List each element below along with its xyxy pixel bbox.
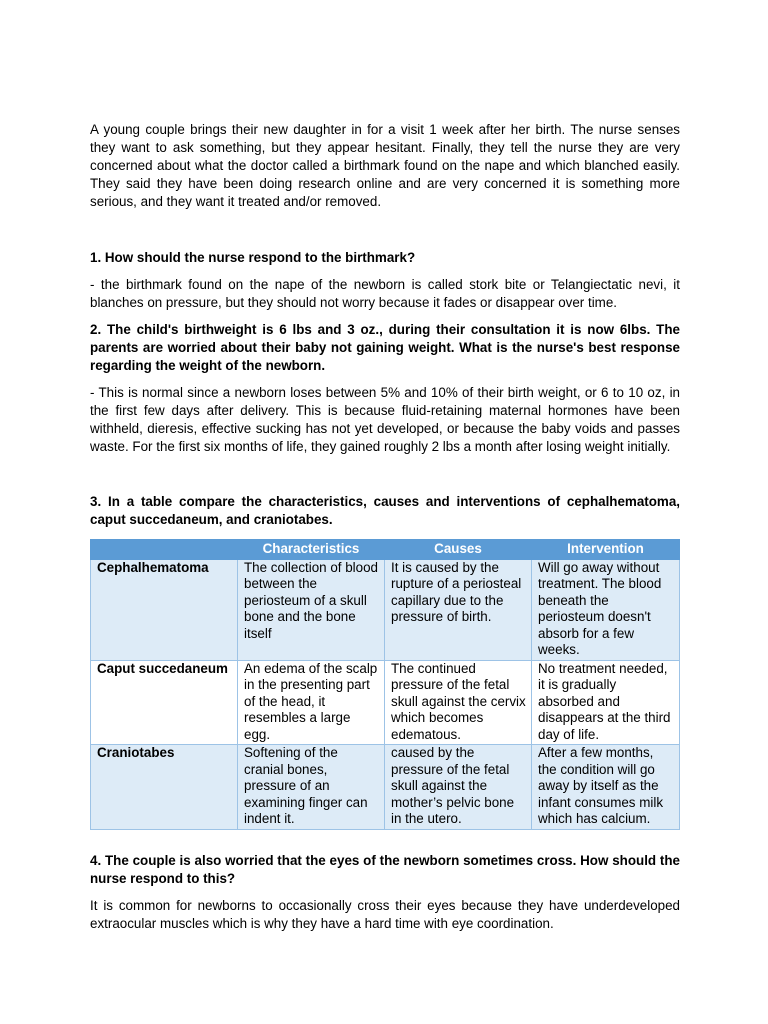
question-1: 1. How should the nurse respond to the birthmark? (90, 250, 416, 265)
row-label: Cephalhematoma (91, 559, 238, 660)
table-row (91, 559, 680, 660)
case-scenario: A young couple brings their new daughter in for a visit 1 week after her birth. The nurse senses they want to ask something, but they appear hesitant. Finally, they tell the nurse they are very concerned about what the doctor called a birthmark found on the nape and which blanched easily. They said they have been doing research online and are very concerned it is something more serious, and they want it treated and/or removed. (90, 122, 680, 209)
header-characteristics: Characteristics (238, 540, 385, 560)
row-label: Caput succedaneum (91, 660, 238, 745)
header-intervention: Intervention (532, 540, 680, 560)
cell-causes: The continued pressure of the fetal skull against the cervix which becomes edematous. (385, 660, 532, 745)
cell-characteristics: An edema of the scalp in the presenting part of the head, it resembles a large egg. (238, 660, 385, 745)
answer-4: It is common for newborns to occasionally cross their eyes because they have underdeveloped extraocular muscles which is why they have a hard time with eye coordination. (90, 897, 680, 931)
answer-2: - This is normal since a newborn loses between 5% and 10% of their birth weight, or 6 to 10 oz, in the first few days after delivery. This is because fluid-retaining maternal hormones have been withheld, dieresis, effective sucking has not yet developed, or because the baby voids and passes waste. For the first six months of life, they gained roughly 2 lbs a month after losing weight initially. (90, 385, 680, 454)
header-causes: Causes (385, 540, 532, 560)
table-row (91, 745, 680, 830)
document-page (90, 121, 680, 942)
answer-1: - the birthmark found on the nape of the newborn is called stork bite or Telangiectatic nevi, it blanches on pressure, but they should not worry because it fades or disappear over time. (90, 277, 680, 310)
question-3: 3. In a table compare the characteristics, causes and interventions of cephalhematoma, caput succedaneum, and craniotabes. (90, 494, 680, 527)
cell-causes: It is caused by the rupture of a periosteal capillary due to the pressure of birth. (385, 559, 532, 660)
row-label: Craniotabes (91, 745, 238, 830)
table-header-row (91, 540, 680, 560)
comparison-table (90, 539, 680, 830)
header-empty (91, 540, 238, 560)
question-2: 2. The child's birthweight is 6 lbs and 3 oz., during their consultation it is now 6lbs. The parents are worried about their baby not gaining weight. What is the nurse's best response regarding the weight of the newborn. (90, 322, 680, 373)
cell-intervention: No treatment needed, it is gradually absorbed and disappears at the third day of life. (532, 660, 680, 745)
cell-characteristics: The collection of blood between the periosteum of a skull bone and the bone itself (238, 559, 385, 660)
table-row (91, 660, 680, 745)
cell-intervention: After a few months, the condition will go away by itself as the infant consumes milk which has calcium. (532, 745, 680, 830)
cell-characteristics: Softening of the cranial bones, pressure of an examining finger can indent it. (238, 745, 385, 830)
cell-intervention: Will go away without treatment. The blood beneath the periosteum doesn't absorb for a few weeks. (532, 559, 680, 660)
cell-causes: caused by the pressure of the fetal skull against the mother’s pelvic bone in the utero. (385, 745, 532, 830)
question-4: 4. The couple is also worried that the eyes of the newborn sometimes cross. How should the nurse respond to this? (90, 852, 680, 886)
